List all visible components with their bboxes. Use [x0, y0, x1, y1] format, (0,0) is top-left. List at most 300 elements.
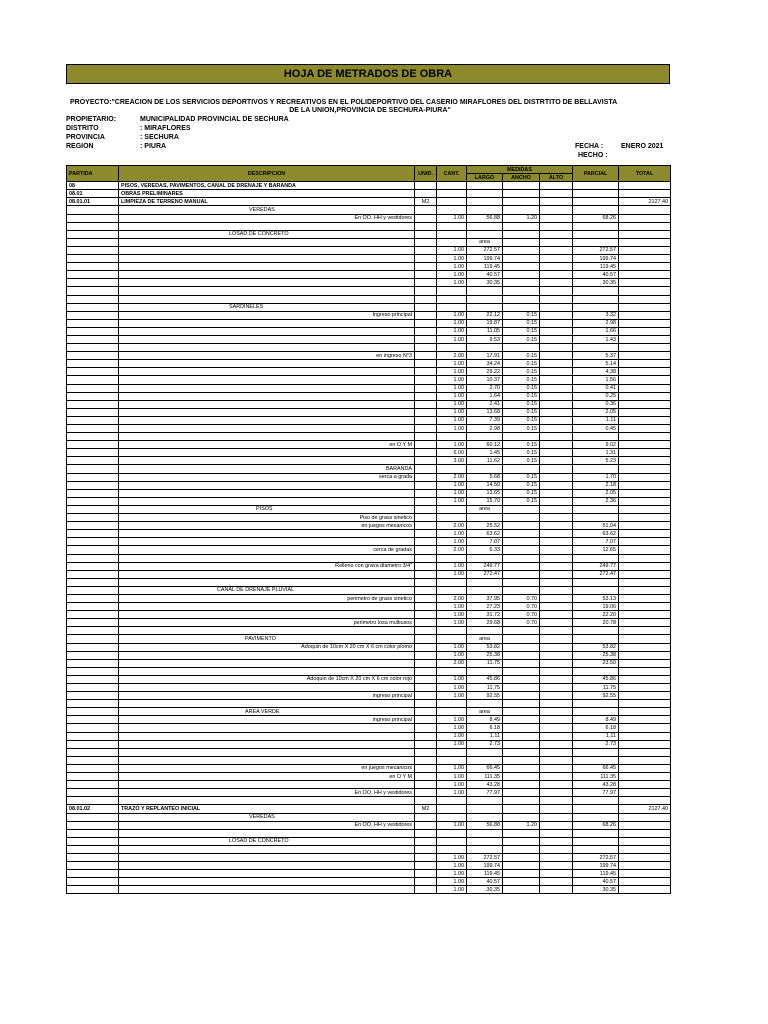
- table-row: [67, 675, 671, 683]
- cell-ancho: [503, 773, 540, 781]
- cell-parcial: 199.74: [573, 862, 619, 870]
- cell-total: [619, 384, 671, 392]
- cell-cant: 1.00: [437, 781, 467, 789]
- cell-ancho: [503, 756, 540, 764]
- cell-ancho: [503, 198, 540, 206]
- cell-cant: 1.00: [437, 311, 467, 319]
- owner-value: MUNICIPALIDAD PROVINCIAL DE SECHURA: [140, 116, 289, 123]
- cell-total: [619, 740, 671, 748]
- cell-cant: 1.00: [437, 716, 467, 724]
- cell-total: [619, 724, 671, 732]
- cell-partida: [67, 562, 119, 570]
- cell-cant: 1.00: [437, 376, 467, 384]
- cell-largo: [467, 190, 503, 198]
- cell-largo: [467, 206, 503, 214]
- cell-parcial: [573, 303, 619, 311]
- cell-cant: 1.00: [437, 441, 467, 449]
- cell-ancho: 0.70: [503, 611, 540, 619]
- cell-parcial: [573, 837, 619, 845]
- cell-alto: [540, 578, 573, 586]
- cell-cant: [437, 222, 467, 230]
- cell-partida: [67, 570, 119, 578]
- cell-largo: 30.35: [467, 886, 503, 894]
- cell-total: [619, 651, 671, 659]
- cell-unid: [415, 732, 437, 740]
- cell-parcial: 30.35: [573, 279, 619, 287]
- cell-alto: [540, 214, 573, 222]
- cell-cant: 1.00: [437, 853, 467, 861]
- cell-alto: [540, 255, 573, 263]
- cell-total: [619, 368, 671, 376]
- cell-parcial: 22.20: [573, 611, 619, 619]
- cell-total: [619, 554, 671, 562]
- cell-cant: 1.00: [437, 327, 467, 335]
- cell-ancho: [503, 853, 540, 861]
- table-row: [67, 368, 671, 376]
- cell-parcial: 66.45: [573, 764, 619, 772]
- cell-partida: [67, 473, 119, 481]
- cell-total: [619, 279, 671, 287]
- cell-parcial: 4.38: [573, 368, 619, 376]
- cell-ancho: [503, 781, 540, 789]
- cell-ancho: [503, 246, 540, 254]
- cell-unid: [415, 238, 437, 246]
- cell-partida: [67, 724, 119, 732]
- cell-unid: [415, 829, 437, 837]
- region-row: [66, 143, 166, 151]
- cell-partida: [67, 546, 119, 554]
- cell-parcial: [573, 295, 619, 303]
- cell-largo: 60.12: [467, 441, 503, 449]
- cell-largo: 7.39: [467, 416, 503, 424]
- cell-total: [619, 505, 671, 513]
- cell-ancho: 0.15: [503, 360, 540, 368]
- cell-total: [619, 781, 671, 789]
- cell-ancho: 1.20: [503, 214, 540, 222]
- cell-descripcion: [119, 457, 415, 465]
- cell-partida: [67, 732, 119, 740]
- cell-unid: [415, 287, 437, 295]
- cell-partida: 08.01.02: [67, 805, 119, 813]
- cell-total: [619, 392, 671, 400]
- cell-unid: [415, 497, 437, 505]
- cell-total: [619, 497, 671, 505]
- cell-descripcion: [119, 538, 415, 546]
- cell-parcial: 43.28: [573, 781, 619, 789]
- cell-ancho: [503, 182, 540, 190]
- province-row: [66, 134, 179, 142]
- cell-cant: 1.00: [437, 651, 467, 659]
- cell-total: [619, 222, 671, 230]
- cell-unid: [415, 408, 437, 416]
- cell-partida: [67, 870, 119, 878]
- cell-alto: [540, 514, 573, 522]
- cell-cant: 1.00: [437, 335, 467, 343]
- header-row-1: [67, 166, 671, 174]
- cell-ancho: [503, 627, 540, 635]
- cell-cant: 1.00: [437, 384, 467, 392]
- cell-descripcion: [119, 295, 415, 303]
- cell-cant: 1.00: [437, 425, 467, 433]
- cell-cant: [437, 303, 467, 311]
- cell-parcial: 63.62: [573, 530, 619, 538]
- cell-total: [619, 692, 671, 700]
- table-row: [67, 748, 671, 756]
- cell-cant: [437, 578, 467, 586]
- cell-total: [619, 716, 671, 724]
- cell-descripcion: [119, 368, 415, 376]
- cell-alto: [540, 295, 573, 303]
- table-row: [67, 635, 671, 643]
- cell-partida: [67, 408, 119, 416]
- cell-partida: [67, 425, 119, 433]
- table-row: [67, 756, 671, 764]
- cell-ancho: [503, 287, 540, 295]
- cell-alto: [540, 441, 573, 449]
- cell-largo: 15.70: [467, 497, 503, 505]
- cell-total: [619, 352, 671, 360]
- cell-cant: 1.00: [437, 416, 467, 424]
- cell-ancho: [503, 886, 540, 894]
- cell-largo: 2.70: [467, 384, 503, 392]
- cell-alto: [540, 700, 573, 708]
- table-row: [67, 878, 671, 886]
- cell-parcial: [573, 756, 619, 764]
- cell-ancho: [503, 546, 540, 554]
- cell-ancho: [503, 845, 540, 853]
- cell-descripcion: [119, 829, 415, 837]
- cell-alto: [540, 465, 573, 473]
- cell-alto: [540, 530, 573, 538]
- cell-largo: 11.75: [467, 659, 503, 667]
- cell-descripcion: [119, 578, 415, 586]
- cell-unid: [415, 481, 437, 489]
- cell-descripcion: [119, 287, 415, 295]
- cell-cant: 1.00: [437, 675, 467, 683]
- cell-cant: 1.00: [437, 246, 467, 254]
- cell-cant: [437, 829, 467, 837]
- cell-unid: [415, 845, 437, 853]
- cell-partida: [67, 829, 119, 837]
- cell-partida: [67, 781, 119, 789]
- project-line-2: DE LA UNION,PROVINCIA DE SECHURA-PIURA": [289, 107, 451, 114]
- cell-descripcion: en juegos mecanicos: [119, 522, 415, 530]
- cell-unid: [415, 255, 437, 263]
- cell-descripcion: [119, 878, 415, 886]
- cell-cant: [437, 635, 467, 643]
- cell-ancho: [503, 829, 540, 837]
- cell-largo: [467, 797, 503, 805]
- cell-total: [619, 246, 671, 254]
- cell-partida: [67, 255, 119, 263]
- cell-unid: [415, 271, 437, 279]
- cell-largo: 25.38: [467, 651, 503, 659]
- district-label: DISTRITO: [66, 125, 99, 132]
- cell-total: [619, 764, 671, 772]
- cell-unid: [415, 853, 437, 861]
- cell-parcial: 25.38: [573, 651, 619, 659]
- cell-alto: [540, 870, 573, 878]
- cell-total: [619, 449, 671, 457]
- table-row: [67, 659, 671, 667]
- cell-cant: 1.00: [437, 214, 467, 222]
- cell-largo: 30.35: [467, 279, 503, 287]
- cell-cant: 1.00: [437, 271, 467, 279]
- cell-largo: 63.62: [467, 530, 503, 538]
- cell-cant: [437, 190, 467, 198]
- cell-cant: [437, 813, 467, 821]
- cell-unid: [415, 659, 437, 667]
- cell-partida: [67, 344, 119, 352]
- cell-largo: [467, 578, 503, 586]
- table-row: [67, 190, 671, 198]
- cell-alto: [540, 303, 573, 311]
- cell-largo: 249.77: [467, 562, 503, 570]
- cell-parcial: 3.32: [573, 311, 619, 319]
- cell-largo: 6.18: [467, 724, 503, 732]
- cell-largo: 13.68: [467, 408, 503, 416]
- table-row: [67, 829, 671, 837]
- cell-cant: [437, 667, 467, 675]
- cell-descripcion: Ingreso principal: [119, 311, 415, 319]
- cell-parcial: [573, 635, 619, 643]
- cell-alto: [540, 311, 573, 319]
- cell-ancho: [503, 562, 540, 570]
- cell-parcial: 1.43: [573, 335, 619, 343]
- cell-parcial: [573, 797, 619, 805]
- cell-unid: [415, 214, 437, 222]
- cell-largo: [467, 829, 503, 837]
- cell-ancho: [503, 295, 540, 303]
- table-row: [67, 570, 671, 578]
- cell-largo: 19.87: [467, 319, 503, 327]
- cell-alto: [540, 198, 573, 206]
- cell-parcial: 111.35: [573, 773, 619, 781]
- cell-partida: 08: [67, 182, 119, 190]
- cell-parcial: 40.57: [573, 878, 619, 886]
- header-alto: ALTO: [540, 174, 573, 182]
- cell-descripcion: LOSAD DE CONCRETO: [119, 230, 415, 238]
- cell-alto: [540, 481, 573, 489]
- cell-unid: [415, 425, 437, 433]
- table-row: [67, 870, 671, 878]
- table-row: [67, 433, 671, 441]
- cell-total: [619, 684, 671, 692]
- cell-unid: [415, 433, 437, 441]
- cell-ancho: [503, 505, 540, 513]
- cell-cant: 1.00: [437, 400, 467, 408]
- cell-descripcion: [119, 667, 415, 675]
- cell-ancho: [503, 684, 540, 692]
- cell-descripcion: [119, 797, 415, 805]
- cell-unid: [415, 821, 437, 829]
- cell-partida: [67, 878, 119, 886]
- cell-descripcion: [119, 408, 415, 416]
- cell-unid: [415, 246, 437, 254]
- table-row: [67, 554, 671, 562]
- cell-ancho: 0.15: [503, 327, 540, 335]
- table-row: [67, 578, 671, 586]
- cell-parcial: 11.75: [573, 684, 619, 692]
- cell-total: [619, 773, 671, 781]
- cell-total: [619, 659, 671, 667]
- cell-unid: [415, 441, 437, 449]
- cell-total: [619, 837, 671, 845]
- cell-total: [619, 829, 671, 837]
- cell-parcial: 1.11: [573, 732, 619, 740]
- cell-parcial: 119.45: [573, 263, 619, 271]
- cell-largo: [467, 586, 503, 594]
- table-row: [67, 271, 671, 279]
- cell-largo: 31.72: [467, 611, 503, 619]
- cell-unid: [415, 522, 437, 530]
- cell-descripcion: [119, 319, 415, 327]
- cell-total: [619, 522, 671, 530]
- cell-unid: [415, 311, 437, 319]
- table-row: [67, 246, 671, 254]
- cell-partida: [67, 327, 119, 335]
- cell-parcial: 119.45: [573, 870, 619, 878]
- cell-parcial: 1.56: [573, 376, 619, 384]
- cell-parcial: 1.66: [573, 327, 619, 335]
- cell-cant: [437, 433, 467, 441]
- cell-alto: [540, 554, 573, 562]
- cell-descripcion: VEREDAS: [119, 206, 415, 214]
- cell-parcial: 2.05: [573, 489, 619, 497]
- table-row: [67, 489, 671, 497]
- cell-partida: [67, 667, 119, 675]
- cell-unid: [415, 700, 437, 708]
- cell-unid: [415, 449, 437, 457]
- cell-largo: 8.49: [467, 716, 503, 724]
- cell-descripcion: serca a grada: [119, 473, 415, 481]
- cell-alto: [540, 708, 573, 716]
- cell-partida: [67, 554, 119, 562]
- cell-alto: [540, 489, 573, 497]
- cell-parcial: [573, 627, 619, 635]
- cell-alto: [540, 773, 573, 781]
- cell-alto: [540, 522, 573, 530]
- cell-total: [619, 408, 671, 416]
- cell-cant: [437, 505, 467, 513]
- cell-partida: [67, 263, 119, 271]
- cell-largo: [467, 627, 503, 635]
- cell-alto: [540, 546, 573, 554]
- cell-alto: [540, 667, 573, 675]
- cell-total: [619, 635, 671, 643]
- cell-unid: [415, 416, 437, 424]
- table-row: [67, 740, 671, 748]
- cell-descripcion: En OO. HH y vestidores: [119, 789, 415, 797]
- header-largo: LARGO: [467, 174, 503, 182]
- cell-total: [619, 295, 671, 303]
- cell-partida: [67, 238, 119, 246]
- cell-unid: [415, 352, 437, 360]
- cell-partida: [67, 279, 119, 287]
- cell-total: [619, 538, 671, 546]
- owner-label: PROPIETARIO:: [66, 116, 117, 123]
- cell-cant: 1.00: [437, 732, 467, 740]
- made-by-label: HECHO :: [578, 152, 608, 159]
- cell-alto: [540, 878, 573, 886]
- cell-partida: [67, 643, 119, 651]
- cell-largo: [467, 433, 503, 441]
- cell-parcial: [573, 344, 619, 352]
- cell-descripcion: [119, 376, 415, 384]
- cell-unid: [415, 554, 437, 562]
- table-row: [67, 449, 671, 457]
- cell-total: 2127.40: [619, 198, 671, 206]
- table-row: [67, 586, 671, 594]
- cell-ancho: [503, 862, 540, 870]
- table-row: [67, 392, 671, 400]
- cell-ancho: [503, 740, 540, 748]
- cell-cant: [437, 230, 467, 238]
- cell-cant: 2.00: [437, 659, 467, 667]
- cell-largo: 40.57: [467, 271, 503, 279]
- header-total: TOTAL: [619, 166, 671, 182]
- cell-unid: [415, 870, 437, 878]
- cell-total: [619, 489, 671, 497]
- cell-alto: [540, 190, 573, 198]
- cell-parcial: 12.65: [573, 546, 619, 554]
- cell-total: [619, 813, 671, 821]
- cell-parcial: 40.57: [573, 271, 619, 279]
- cell-total: [619, 878, 671, 886]
- cell-parcial: [573, 667, 619, 675]
- cell-partida: [67, 246, 119, 254]
- cell-alto: [540, 449, 573, 457]
- cell-alto: [540, 497, 573, 505]
- cell-partida: [67, 748, 119, 756]
- cell-ancho: [503, 530, 540, 538]
- cell-total: [619, 433, 671, 441]
- table-row: [67, 700, 671, 708]
- cell-ancho: 0.70: [503, 594, 540, 602]
- cell-unid: [415, 400, 437, 408]
- cell-parcial: 9.02: [573, 441, 619, 449]
- cell-parcial: [573, 433, 619, 441]
- cell-descripcion: [119, 425, 415, 433]
- cell-alto: [540, 344, 573, 352]
- cell-largo: 92.55: [467, 692, 503, 700]
- cell-cant: 2.00: [437, 473, 467, 481]
- cell-parcial: [573, 287, 619, 295]
- cell-parcial: [573, 813, 619, 821]
- cell-unid: [415, 295, 437, 303]
- cell-ancho: [503, 279, 540, 287]
- cell-ancho: 0.15: [503, 376, 540, 384]
- cell-partida: [67, 230, 119, 238]
- cell-ancho: [503, 789, 540, 797]
- cell-descripcion: Relleno con grava diametro 3/4": [119, 562, 415, 570]
- province-value: : SECHURA: [140, 134, 179, 141]
- cell-total: [619, 667, 671, 675]
- cell-cant: 1.00: [437, 392, 467, 400]
- cell-alto: [540, 457, 573, 465]
- table-row: [67, 481, 671, 489]
- cell-total: [619, 214, 671, 222]
- cell-ancho: 0.15: [503, 497, 540, 505]
- cell-parcial: [573, 222, 619, 230]
- cell-unid: [415, 773, 437, 781]
- cell-unid: [415, 886, 437, 894]
- cell-largo: [467, 748, 503, 756]
- cell-unid: [415, 708, 437, 716]
- cell-descripcion: AREA VERDE: [119, 708, 415, 716]
- cell-partida: [67, 505, 119, 513]
- cell-ancho: 0.15: [503, 441, 540, 449]
